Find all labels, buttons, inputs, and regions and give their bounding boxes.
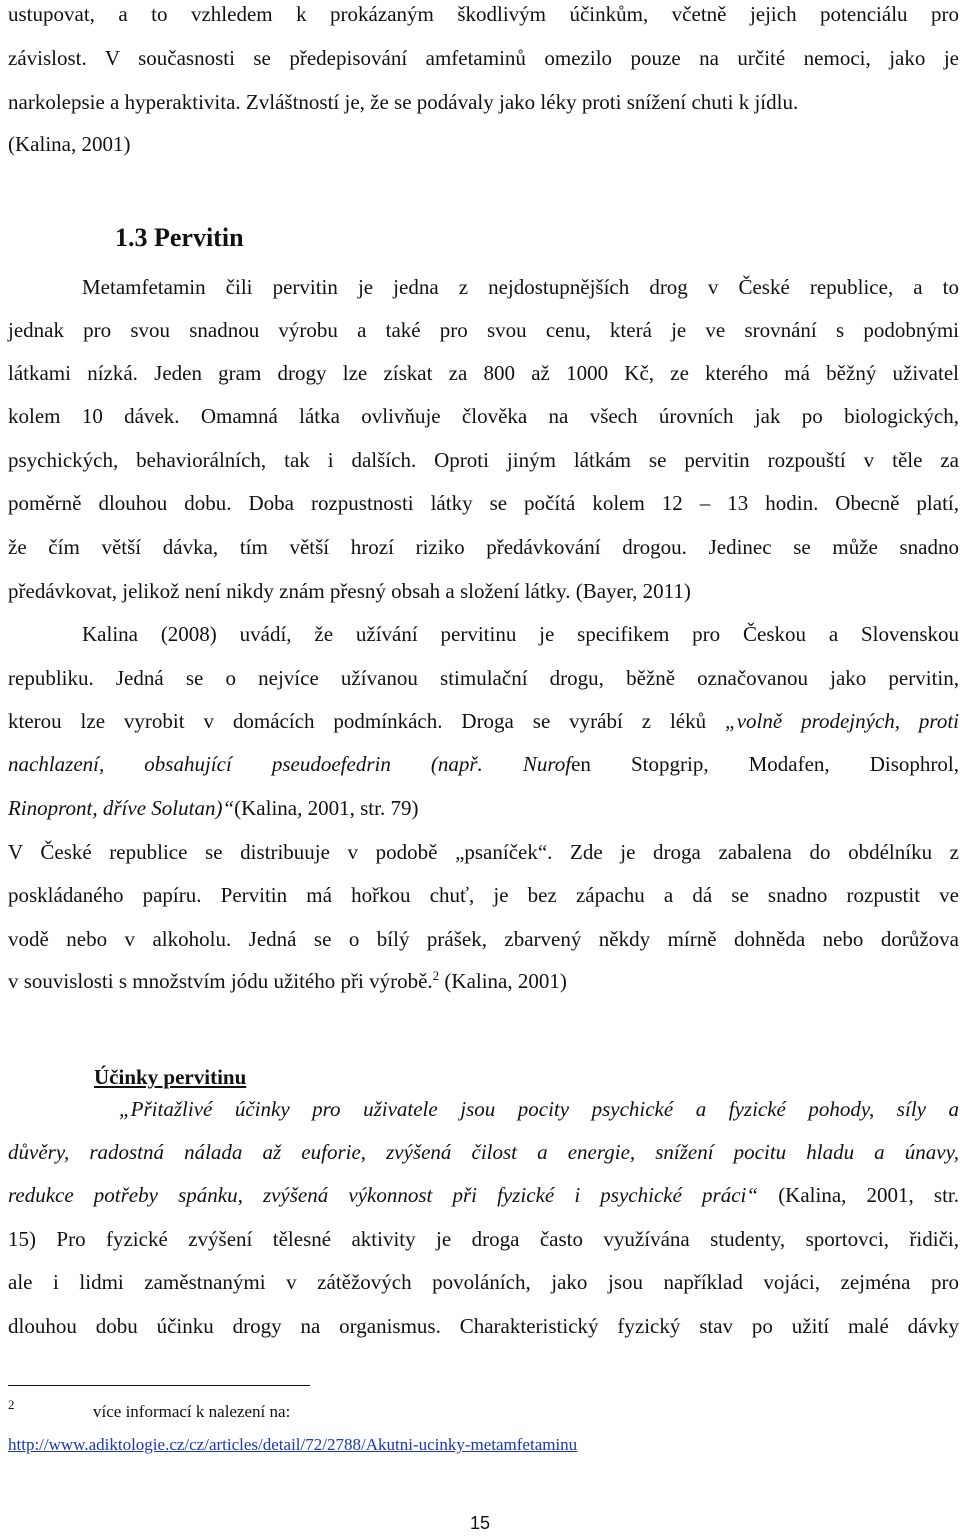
effects-line-5: ale i lidmi zaměstnanými v zátěžových povoláních, jako jsou například vojáci, zejména pro xyxy=(8,1270,959,1294)
footnote-ref: 2 xyxy=(432,968,440,983)
p2-line-2: republiku. Jedná se o nejvíce užívanou stimulační drogu, běžně označovanou jako pervitin, xyxy=(8,666,959,690)
section-heading: 1.3 Pervitin xyxy=(115,223,244,252)
p2-line-4: nachlazení, obsahující pseudoefedrin (např. Nurofen Stopgrip, Modafen, Disophrol, xyxy=(8,752,959,776)
effects-line-1: „Přitažlivé účinky pro uživatele jsou pocity psychické a fyzické pohody, síly a xyxy=(119,1097,959,1121)
footnote-link[interactable]: http://www.adiktologie.cz/cz/articles/detail/72/2788/Akutni-ucinky-metamfetaminu xyxy=(8,1435,578,1454)
p2-line-1: Kalina (2008) uvádí, že užívání pervitinu je specifikem pro Českou a Slovenskou xyxy=(82,622,959,646)
footnote-separator xyxy=(8,1385,310,1386)
p1-line-3: látkami nízká. Jeden gram drogy lze získat za 800 až 1000 Kč, ze kterého má běžný uživatel xyxy=(8,361,959,385)
p1-line-6: poměrně dlouhou dobu. Doba rozpustnosti látky se počítá kolem 12 – 13 hodin. Obecně platí, xyxy=(8,491,959,515)
effects-heading: Účinky pervitinu xyxy=(94,1065,247,1089)
p1-line-4: kolem 10 dávek. Omamná látka ovlivňuje člověka na všech úrovních jak po biologických, xyxy=(8,404,959,428)
footnote-number: 2 xyxy=(8,1397,15,1412)
p3-line-2: poskládaného papíru. Pervitin má hořkou chuť, je bez zápachu a dá se snadno rozpustit ve xyxy=(8,883,959,907)
intro-line-3: narkolepsie a hyperaktivita. Zvláštností je, že se podávaly jako léky proti snížení chuti k jídlu. xyxy=(8,90,799,114)
p1-line-2: jednak pro svou snadnou výrobu a také pro svou cenu, která je ve srovnání s podobnými xyxy=(8,318,959,342)
p2-line-5: Rinopront, dříve Solutan)“(Kalina, 2001, str. 79) xyxy=(8,796,419,820)
p1-line-8: předávkovat, jelikož není nikdy znám přesný obsah a složení látky. (Bayer, 2011) xyxy=(8,579,691,603)
effects-line-3: redukce potřeby spánku, zvýšená výkonnost při fyzické i psychické práci“ (Kalina, 2001, str. xyxy=(8,1183,959,1207)
effects-line-4: 15) Pro fyzické zvýšení tělesné aktivity je droga často využívána studenty, sportovci, řidiči, xyxy=(8,1227,959,1251)
intro-line-1: ustupovat, a to vzhledem k prokázaným škodlivým účinkům, včetně jejich potenciálu pro xyxy=(8,2,959,26)
intro-line-2: závislost. V současnosti se předepisování amfetaminů omezilo pouze na určité nemoci, jako je xyxy=(8,46,959,70)
p1-line-1: Metamfetamin čili pervitin je jedna z nejdostupnějších drog v České republice, a to xyxy=(82,275,959,299)
effects-line-6: dlouhou dobu účinku drogy na organismus. Charakteristický fyzický stav po užití malé dávky xyxy=(8,1314,959,1338)
p1-line-5: psychických, behaviorálních, tak i dalších. Oproti jiným látkám se pervitin rozpouští v těle za xyxy=(8,448,959,472)
footnote-text: více informací k nalezení na: xyxy=(93,1402,291,1421)
effects-line-2: důvěry, radostná nálada až euforie, zvýšená čilost a energie, snížení pocitu hladu a únavy, xyxy=(8,1140,959,1164)
p1-line-7: že čím větší dávka, tím větší hrozí riziko předávkování drogou. Jedinec se může snadno xyxy=(8,535,959,559)
intro-line-4: (Kalina, 2001) xyxy=(8,132,131,156)
p3-line-1: V České republice se distribuuje v podobě „psaníček“. Zde je droga zabalena do obdélníku z xyxy=(8,840,959,864)
p3-line-4: v souvislosti s množstvím jódu užitého při výrobě.$^2$ (Kalina, 2001) xyxy=(8,968,567,993)
p2-line-3: kterou lze vyrobit v domácích podmínkách. Droga se vyrábí z léků „volně prodejných, proti xyxy=(8,709,959,733)
page-number: 15 xyxy=(469,1513,491,1533)
p3-line-3: vodě nebo v alkoholu. Jedná se o bílý prášek, zbarvený někdy mírně dohněda nebo dorůžova xyxy=(8,927,959,951)
